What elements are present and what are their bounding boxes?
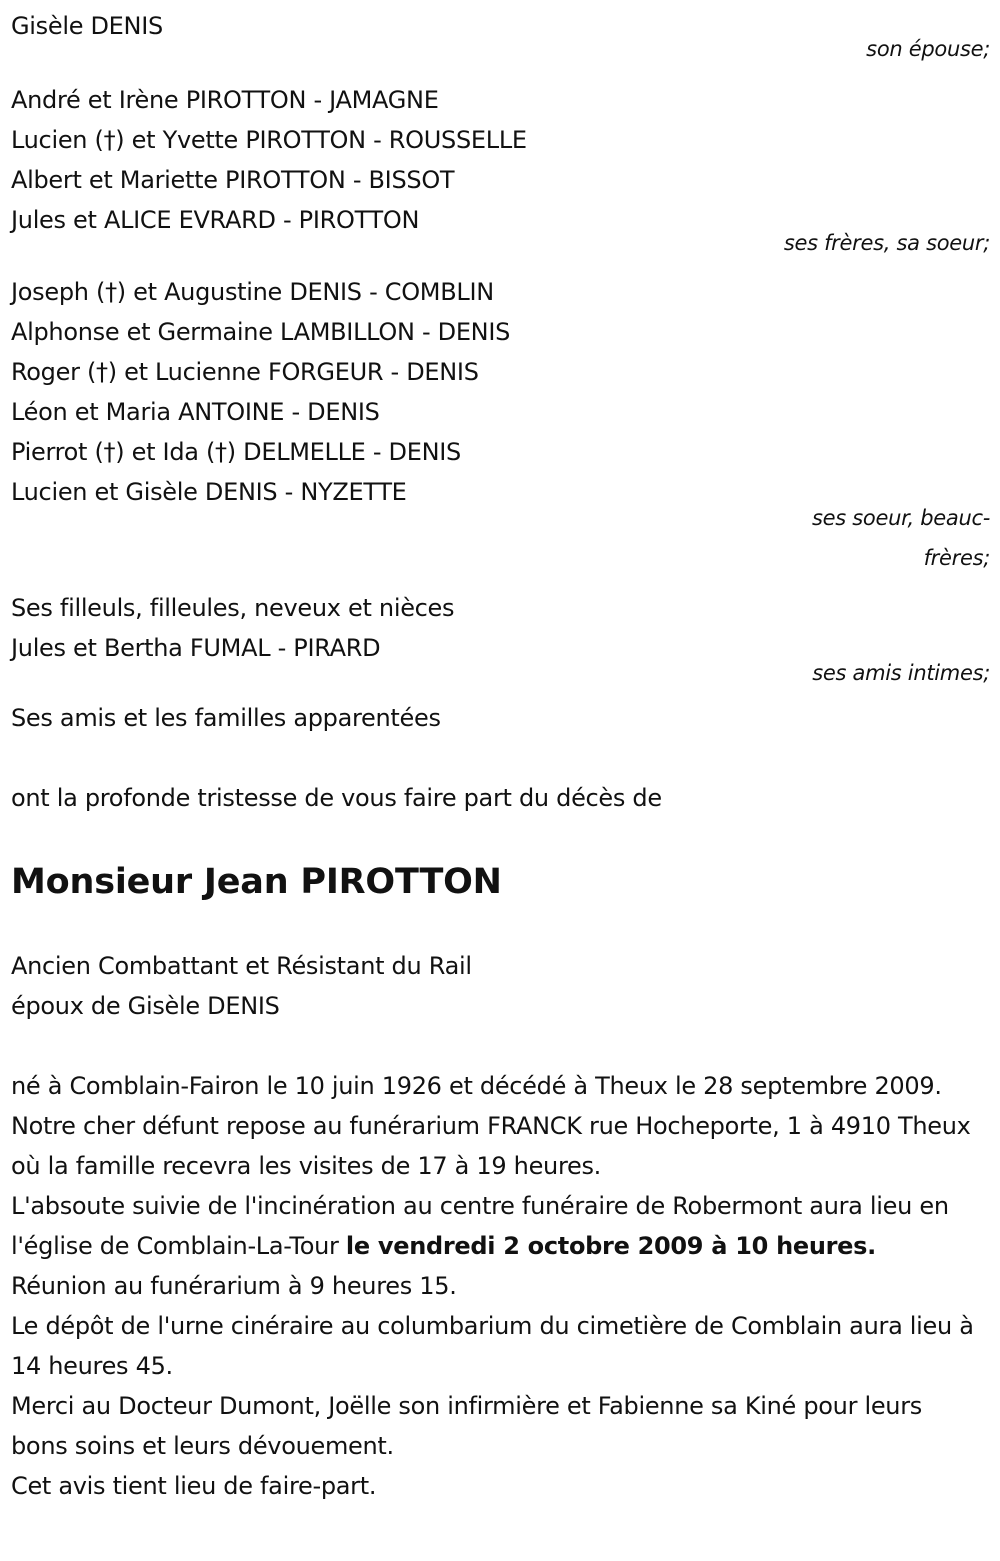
friends-group bbox=[11, 588, 990, 692]
relation-label: ses amis intimes; bbox=[812, 661, 990, 685]
funeral-details bbox=[11, 1066, 990, 1506]
notice-text: Cet avis tient lieu de faire-part. bbox=[11, 1472, 377, 1500]
birth-death-text: né à Comblain-Fairon le 10 juin 1926 et décédé à Theux le 28 septembre 2009. bbox=[11, 1072, 942, 1100]
relation-label: ses frères, sa soeur; bbox=[783, 231, 990, 255]
in-laws-group bbox=[11, 272, 990, 578]
title-line: époux de Gisèle DENIS bbox=[11, 992, 280, 1020]
family-name-line: Jules et Bertha FUMAL - PIRARD bbox=[11, 634, 381, 662]
family-name-line: Pierrot (†) et Ida (†) DELMELLE - DENIS bbox=[11, 438, 461, 466]
reunion-text: Réunion au funérarium à 9 heures 15. bbox=[11, 1272, 457, 1300]
family-name-line: Lucien et Gisèle DENIS - NYZETTE bbox=[11, 478, 407, 506]
absoute-text bbox=[11, 1186, 976, 1266]
family-name-line: Joseph (†) et Augustine DENIS - COMBLIN bbox=[11, 278, 494, 306]
siblings-group bbox=[11, 80, 990, 262]
family-name-line: Alphonse et Germaine LAMBILLON - DENIS bbox=[11, 318, 511, 346]
family-name-line: Jules et ALICE EVRARD - PIROTTON bbox=[11, 206, 420, 234]
closing-group bbox=[11, 698, 990, 738]
family-name-line: Ses filleuls, filleules, neveux et nièces bbox=[11, 594, 455, 622]
deceased-name: Monsieur Jean PIROTTON bbox=[11, 862, 502, 902]
urn-text: Le dépôt de l'urne cinéraire au columbarium du cimetière de Comblain aura lieu à 14 heures 45. bbox=[11, 1312, 974, 1380]
family-name-line: André et Irène PIROTTON - JAMAGNE bbox=[11, 86, 439, 114]
announcement-intro: ont la profonde tristesse de vous faire part du décès de bbox=[11, 784, 662, 812]
family-name-line: Albert et Mariette PIROTTON - BISSOT bbox=[11, 166, 455, 194]
absoute-prefix: L'absoute suivie de l'incinération au centre funéraire de Robermont aura lieu en l'église de Comblain-La-Tour bbox=[11, 1192, 949, 1260]
relation-label: son épouse; bbox=[866, 37, 990, 61]
family-name-line: Ses amis et les familles apparentées bbox=[11, 704, 441, 732]
family-name-line: Léon et Maria ANTOINE - DENIS bbox=[11, 398, 380, 426]
spouse-group bbox=[11, 0, 990, 68]
family-name-line: Roger (†) et Lucienne FORGEUR - DENIS bbox=[11, 358, 479, 386]
family-name-line: Lucien (†) et Yvette PIROTTON - ROUSSELLE bbox=[11, 126, 527, 154]
title-line: Ancien Combattant et Résistant du Rail bbox=[11, 952, 472, 980]
deceased-titles bbox=[11, 946, 990, 1026]
thanks-text: Merci au Docteur Dumont, Joëlle son infirmière et Fabienne sa Kiné pour leurs bons soins et leurs dévouement. bbox=[11, 1392, 922, 1460]
repose-text: Notre cher défunt repose au funérarium FRANCK rue Hocheporte, 1 à 4910 Theux où la famille recevra les visites de 17 à 19 heures. bbox=[11, 1112, 971, 1180]
relation-label: ses soeur, beauc-frères; bbox=[811, 506, 990, 570]
absoute-date: le vendredi 2 octobre 2009 à 10 heures. bbox=[345, 1232, 876, 1260]
family-name-line: Gisèle DENIS bbox=[11, 12, 163, 40]
